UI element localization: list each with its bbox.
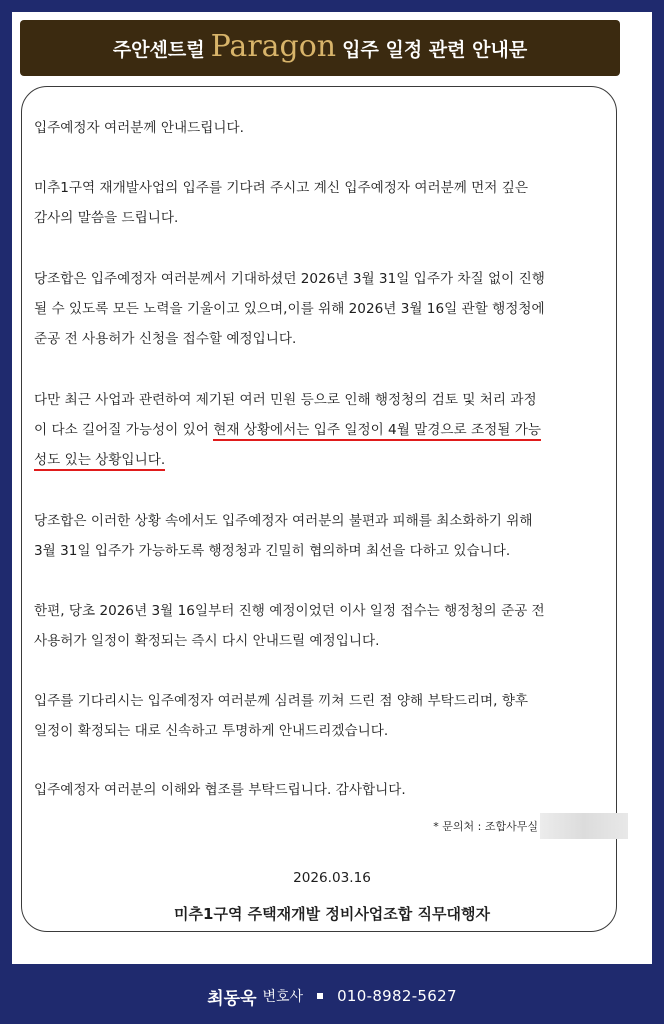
highlighted-text: 성도 있는 상황입니다. <box>34 452 165 471</box>
greeting-paragraph: 입주예정자 여러분께 안내드립니다. <box>34 120 244 136</box>
effort-paragraph: 당조합은 이러한 상황 속에서도 입주예정자 여러분의 불편과 피해를 최소화하기 위해 3월 31일 입주가 가능하도록 행정청과 긴밀히 협의하며 최선을 다하고 있습니다. <box>34 513 533 559</box>
apology-paragraph: 입주를 기다리시는 입주예정자 여러분께 심려를 끼쳐 드린 점 양해 부탁드리며, 향후 일정이 확정되는 대로 신속하고 투명하게 안내드리겠습니다. <box>34 693 529 739</box>
lawyer-name: 최동욱 <box>207 988 257 1009</box>
footer <box>0 978 664 1014</box>
closing-paragraph: 입주예정자 여러분의 이해와 협조를 부탁드립니다. 감사합니다. <box>34 782 406 798</box>
separator-dot <box>317 993 323 999</box>
brand-logo: Paragon <box>210 28 337 64</box>
moving-schedule-paragraph: 한편, 당초 2026년 3월 16일부터 진행 예정이었던 이사 일정 접수는 행정청의 준공 전 사용허가 일정이 확정되는 즉시 다시 안내드릴 예정입니다. <box>34 603 545 649</box>
redacted-phone <box>540 813 628 839</box>
phone-number[interactable]: 010-8982-5627 <box>337 987 457 1005</box>
highlighted-text: 현재 상황에서는 입주 일정이 4월 말경으로 조정될 가능 <box>213 422 541 441</box>
notice-date: 2026.03.16 <box>293 870 371 886</box>
lawyer-role: 변호사 <box>262 989 304 1005</box>
schedule-paragraph: 당조합은 입주예정자 여러분께서 기대하셨던 2026년 3월 31일 입주가 차질 없이 진행 될 수 있도록 모든 노력을 기울이고 있으며,이를 위해 2026년 3월 16일 관할 행정청에 준공 전 사용허가 신청을 접수할 예정입니다. <box>34 271 545 347</box>
delay-paragraph: 다만 최근 사업과 관련하여 제기된 여러 민원 등으로 인해 행정청의 검토 및 처리 과정 이 다소 길어질 가능성이 있어 현재 상황에서는 입주 일정이 4월 말경으로 조정될 가능 성도 있는 상황입니다. <box>34 385 624 475</box>
thanks-paragraph: 미추1구역 재개발사업의 입주를 기다려 주시고 계신 입주예정자 여러분께 먼저 깊은 감사의 말씀을 드립니다. <box>34 180 529 226</box>
title-suffix: 입주 일정 관련 안내문 <box>342 38 528 61</box>
contact-info: * 문의처 : 조합사무실 <box>433 813 628 839</box>
title-prefix: 주안센트럴 <box>112 38 205 61</box>
issuer-name: 미추1구역 주택재개발 정비사업조합 직무대행자 <box>174 905 490 923</box>
title-bar <box>20 20 620 76</box>
